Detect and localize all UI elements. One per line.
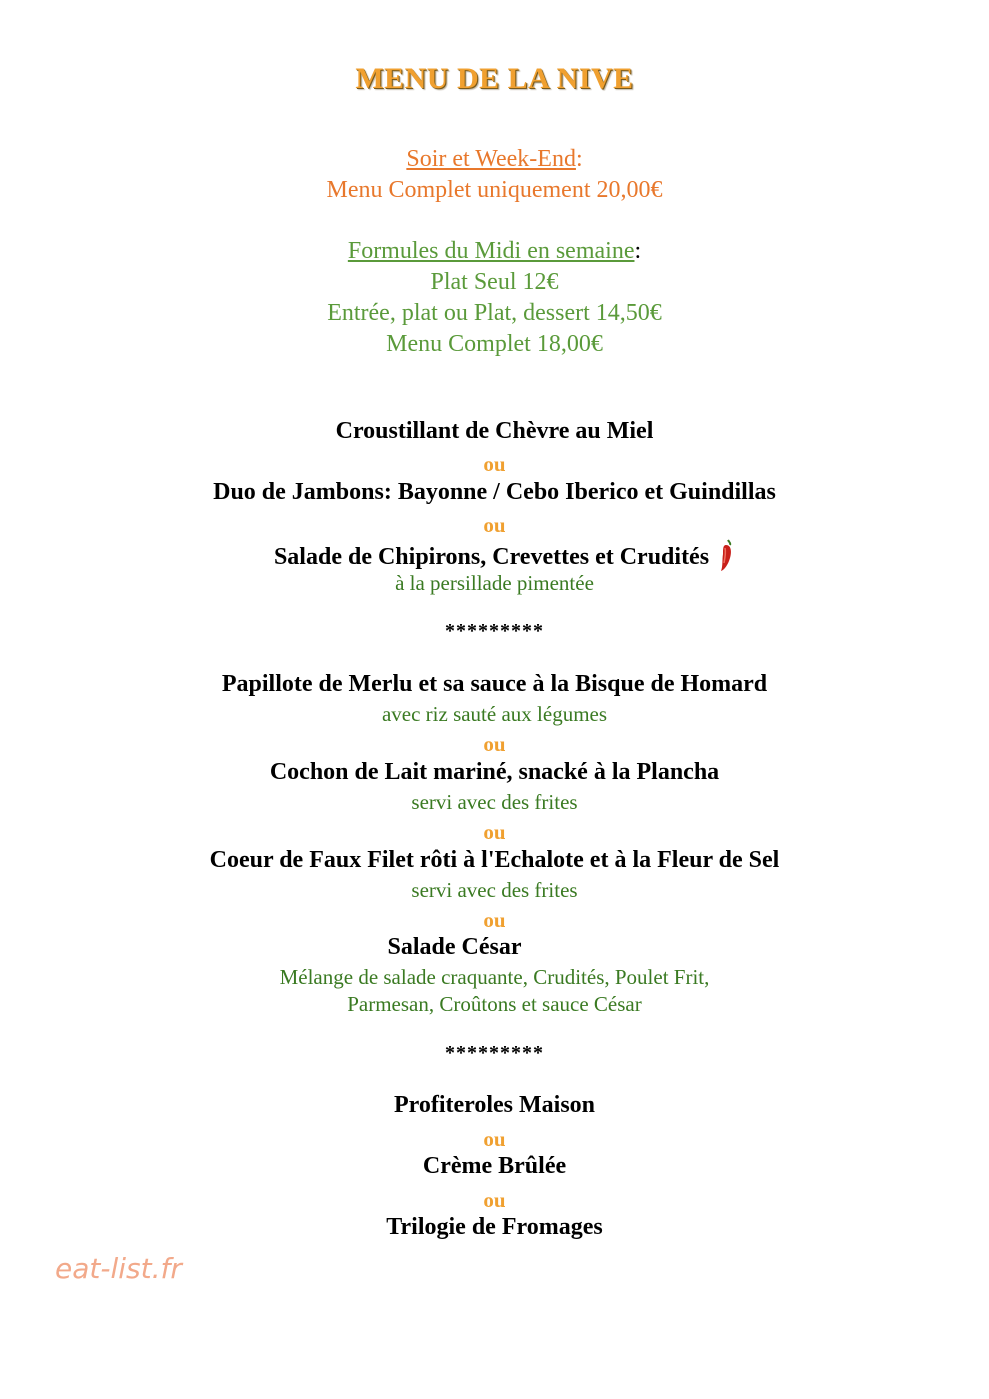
dessert-item: Crème Brûlée <box>422 1153 567 1179</box>
dish-description: Mélange de salade craquante, Crudités, Poulet Frit, <box>279 965 710 989</box>
dish-description: à la persillade pimentée <box>395 571 594 595</box>
dish-description: servi avec des frites <box>411 790 578 814</box>
dish-description: avec riz sauté aux légumes <box>381 702 608 726</box>
evening-menu-price: Menu Complet uniquement 20,00€ <box>326 177 663 203</box>
evening-colon: : <box>575 146 583 172</box>
or-separator: ou <box>483 908 506 932</box>
starter-item: Duo de Jambons: Bayonne / Cebo Iberico et Guindillas <box>213 479 776 505</box>
dish-description: servi avec des frites <box>411 878 578 902</box>
or-separator: ou <box>483 732 506 756</box>
dessert-item: Profiteroles Maison <box>393 1092 596 1118</box>
or-separator: ou <box>483 1127 506 1151</box>
lunch-colon: : <box>634 238 642 264</box>
lunch-heading: Formules du Midi en semaine <box>347 238 635 264</box>
or-separator: ou <box>483 452 506 476</box>
or-separator: ou <box>483 820 506 844</box>
or-separator: ou <box>483 1188 506 1212</box>
main-item: Papillote de Merlu et sa sauce à la Bisque de Homard <box>221 671 768 697</box>
or-separator: ou <box>483 513 506 537</box>
menu-title: MENU DE LA NIVE <box>355 62 634 95</box>
dish-description: Parmesan, Croûtons et sauce César <box>347 992 642 1016</box>
main-item: Coeur de Faux Filet rôti à l'Echalote et à la Fleur de Sel <box>209 847 780 873</box>
lunch-heading-line <box>0 238 989 265</box>
section-separator: ********* <box>445 620 544 642</box>
site-watermark: eat-list.fr <box>55 1252 182 1285</box>
main-item: Cochon de Lait mariné, snacké à la Plancha <box>269 759 720 785</box>
section-separator: ********* <box>445 1042 544 1064</box>
lunch-option: Plat Seul 12€ <box>430 269 559 295</box>
starter-item: Salade de Chipirons, Crevettes et Crudités <box>273 544 710 571</box>
evening-heading: Soir et Week-End <box>406 146 576 172</box>
starter-item: Croustillant de Chèvre au Miel <box>335 418 654 444</box>
lunch-option: Entrée, plat ou Plat, dessert 14,50€ <box>327 300 662 326</box>
evening-heading-line <box>0 146 989 173</box>
lunch-option: Menu Complet 18,00€ <box>386 331 603 357</box>
main-item: Salade César <box>387 934 522 960</box>
dessert-item: Trilogie de Fromages <box>386 1214 603 1240</box>
